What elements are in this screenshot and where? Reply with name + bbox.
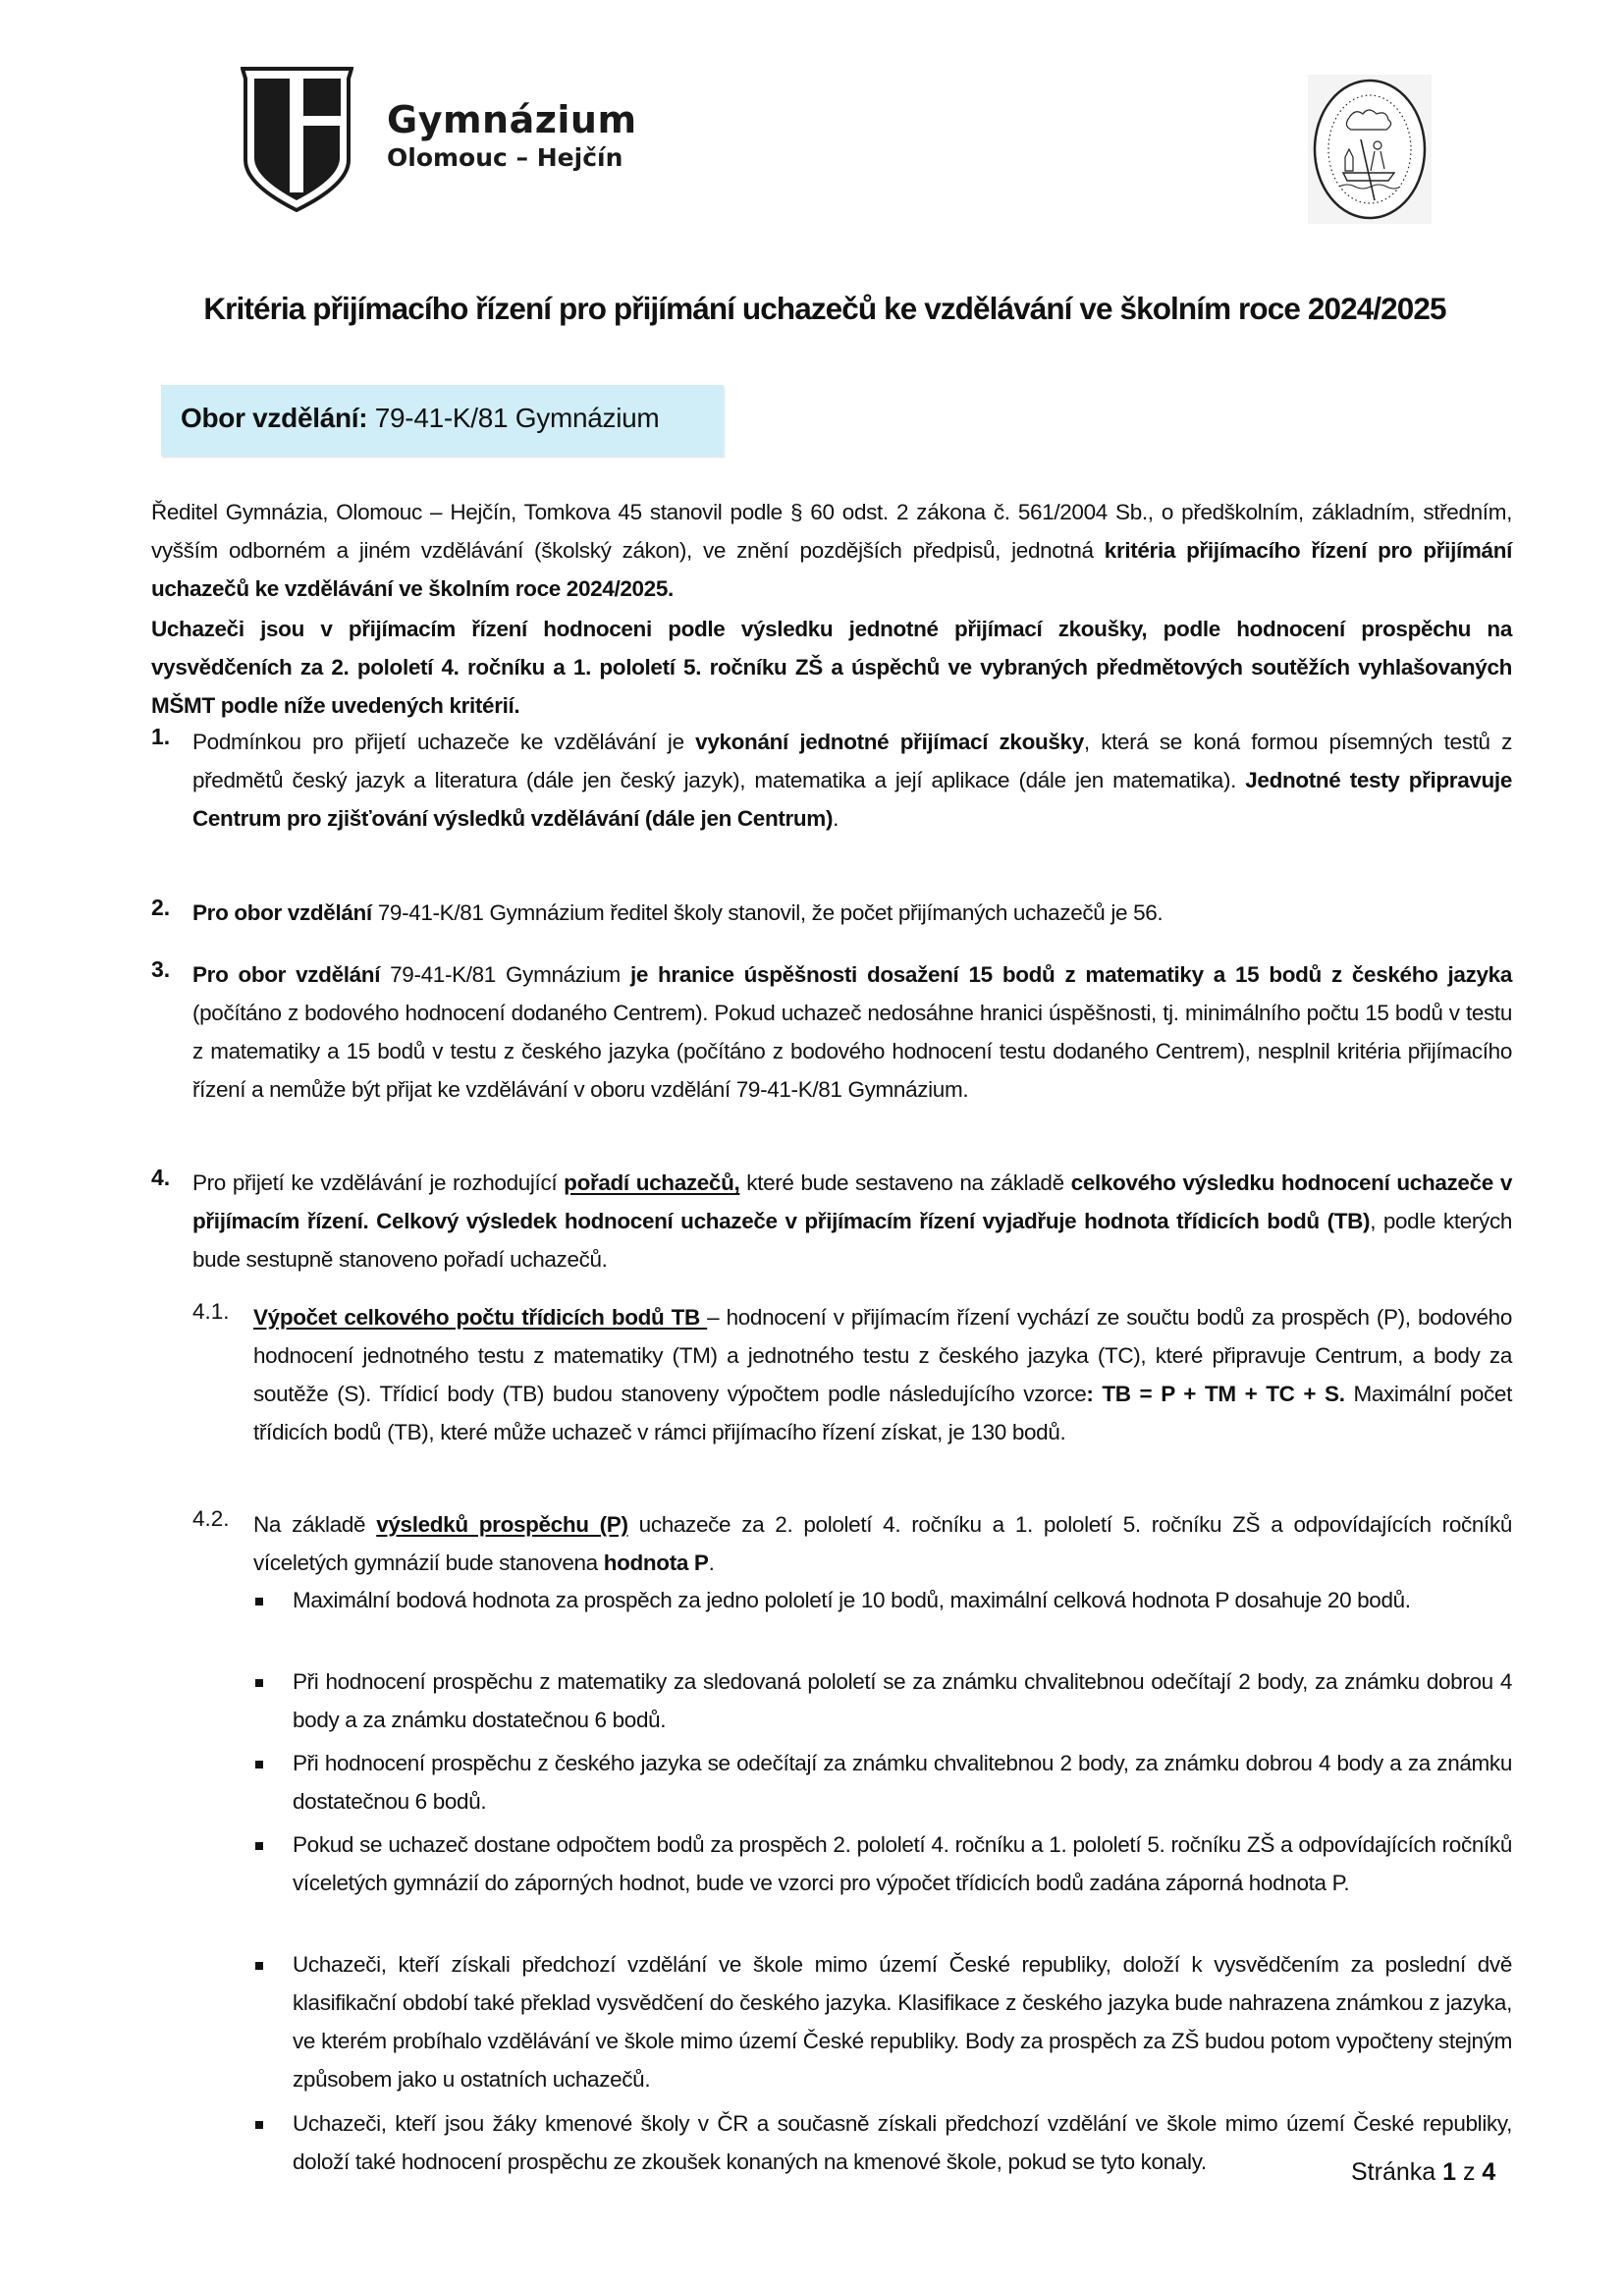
criterion-item-3: Pro obor vzdělání 79-41-K/81 Gymnázium je hranice úspěšnosti dosažení 15 bodů z matematiky a 15 bodů z českého jazyka (počítáno z bodového hodnocení dodaného Centrem). Pokud uchazeč nedosáhne hranici úspěšnosti, tj. minimálního počtu 15 bodů v testu z matematiky a 15 bodů v testu z českého jazyka (počítáno z bodového hodnocení testu dodaného Centrem), nesplnil kritéria přijímacího řízení a nemůže být přijat ke vzdělávání v oboru vzdělání 79-41-K/81 Gymnázium. <box>192 962 1512 1102</box>
subitem-number: 4.2. <box>192 1506 230 1531</box>
bullet-icon <box>255 1842 263 1850</box>
bullet-icon <box>255 1679 263 1687</box>
criterion-item-2: Pro obor vzdělání 79-41-K/81 Gymnázium ředitel školy stanovil, že počet přijímaných uchazečů je 56. <box>192 900 1164 925</box>
page-number: Stránka 1 z 4 <box>1351 2158 1496 2186</box>
bullet-item: Při hodnocení prospěchu z českého jazyka se odečítají za známku chvalitebnou 2 body, za známku dobrou 4 body a za známku dostatečnou 6 bodů. <box>293 1751 1512 1814</box>
item-number: 2. <box>151 895 171 920</box>
subitem-4-1: Výpočet celkového počtu třídicích bodů TB – hodnocení v přijímacím řízení vychází ze součtu bodů za prospěch (P), bodového hodnocení jednotného testu z matematiky (TM) a jednotného testu z českého jazyka (TC), které připravuje Centrum, a body za soutěže (S). Třídicí body (TB) budou stanoveny výpočtem podle následujícího vzorce: TB = P + TM + TC + S. Maximální počet třídicích bodů (TB), které může uchazeč v rámci přijímacího řízení získat, je 130 bodů. <box>253 1305 1512 1444</box>
school-name: Gymnázium <box>387 98 637 141</box>
item-number: 4. <box>151 1165 171 1190</box>
bullet-item: Uchazeči, kteří jsou žáky kmenové školy v ČR a současně získali předchozí vzdělání ve škole mimo území České republiky, doloží také hodnocení prospěchu ze zkoušek konaných na kmenové škole, pokud se tyto konaly. <box>293 2111 1512 2174</box>
criterion-item-4: Pro přijetí ke vzdělávání je rozhodující pořadí uchazečů, které bude sestaveno na základě celkového výsledku hodnocení uchazeče v přijímacím řízení. Celkový výsledek hodnocení uchazeče v přijímacím řízení vyjadřuje hodnota třídicích bodů (TB), podle kterých bude sestupně stanoveno pořadí uchazečů. <box>192 1170 1513 1272</box>
municipal-seal-icon <box>1306 69 1434 226</box>
bullet-item: Při hodnocení prospěchu z matematiky za sledovaná pololetí se za známku chvalitebnou odečítají 2 body, za známku dobrou 4 body a za známku dostatečnou 6 bodů. <box>293 1669 1512 1732</box>
criterion-item-1: Podmínkou pro přijetí uchazeče ke vzdělávání je vykonání jednotné přijímací zkoušky, která se koná formou písemných testů z předmětů český jazyk a literatura (dále jen český jazyk), matematika a její aplikace (dále jen matematika). Jednotné testy připravuje Centrum pro zjišťování výsledků vzdělávání (dále jen Centrum). <box>192 730 1512 831</box>
bullet-item: Maximální bodová hodnota za prospěch za jedno pololetí je 10 bodů, maximální celková hodnota P dosahuje 20 bodů. <box>293 1588 1411 1612</box>
subitem-number: 4.1. <box>192 1299 230 1324</box>
field-of-study-value: 79-41-K/81 Gymnázium <box>367 403 660 433</box>
subitem-4-2: Na základě výsledků prospěchu (P) uchazeče za 2. pololetí 4. ročníku a 1. pololetí 5. ročníku ZŠ a odpovídajících ročníků víceletých gymnázií bude stanovena hodnota P. <box>253 1512 1513 1575</box>
bullet-item: Pokud se uchazeč dostane odpočtem bodů za prospěch 2. pololetí 4. ročníku a 1. pololetí 5. ročníku ZŠ a odpovídajících ročníků víceletých gymnázií do záporných hodnot, bude ve vzorci pro výpočet třídicích bodů zadána záporná hodnota P. <box>293 1832 1512 1895</box>
document-title: Kritéria přijímacího řízení pro přijímání uchazečů ke vzdělávání ve školním roce 2024/2025 <box>203 291 1446 326</box>
bullet-item: Uchazeči, kteří získali předchozí vzdělání ve škole mimo území České republiky, doloží k vysvědčením za poslední dvě klasifikační období také překlad vysvědčení do českého jazyka. Klasifikace z českého jazyka bude nahrazena známkou z jazyka, ve kterém probíhalo vzdělávání ve škole mimo území České republiky. Body za prospěch za ZŠ budou potom vypočteny stejným způsobem jako u ostatních uchazečů. <box>293 1952 1512 2092</box>
field-of-study-label: Obor vzdělání: <box>181 403 368 433</box>
bullet-icon <box>255 1761 263 1768</box>
item-number: 3. <box>151 956 171 982</box>
bullet-icon <box>255 2121 263 2129</box>
shield-g-logo-icon <box>241 67 353 212</box>
item-number: 1. <box>151 724 171 749</box>
bullet-icon <box>255 1962 263 1970</box>
intro-criteria-paragraph: Uchazeči jsou v přijímacím řízení hodnoceni podle výsledku jednotné přijímací zkoušky, podle hodnocení prospěchu na vysvědčeních za 2. pololetí 4. ročníku a 1. pololetí 5. ročníku ZŠ a úspěchů ve vybraných předmětových soutěžích vyhlašovaných MŠMT podle níže uvedených kritérií. <box>151 617 1512 718</box>
school-brand <box>387 98 637 175</box>
bullet-icon <box>255 1598 263 1605</box>
intro-paragraph: Ředitel Gymnázia, Olomouc – Hejčín, Tomkova 45 stanovil podle § 60 odst. 2 zákona č. 561/2004 Sb., o předškolním, základním, středním, vyšším odborném a jiném vzdělávání (školský zákon), ve znění pozdějších předpisů, jednotná kritéria přijímacího řízení pro přijímání uchazečů ke vzdělávání ve školním roce 2024/2025. <box>151 500 1513 601</box>
school-location: Olomouc – Hejčín <box>387 143 623 172</box>
field-of-study-box <box>161 385 724 456</box>
